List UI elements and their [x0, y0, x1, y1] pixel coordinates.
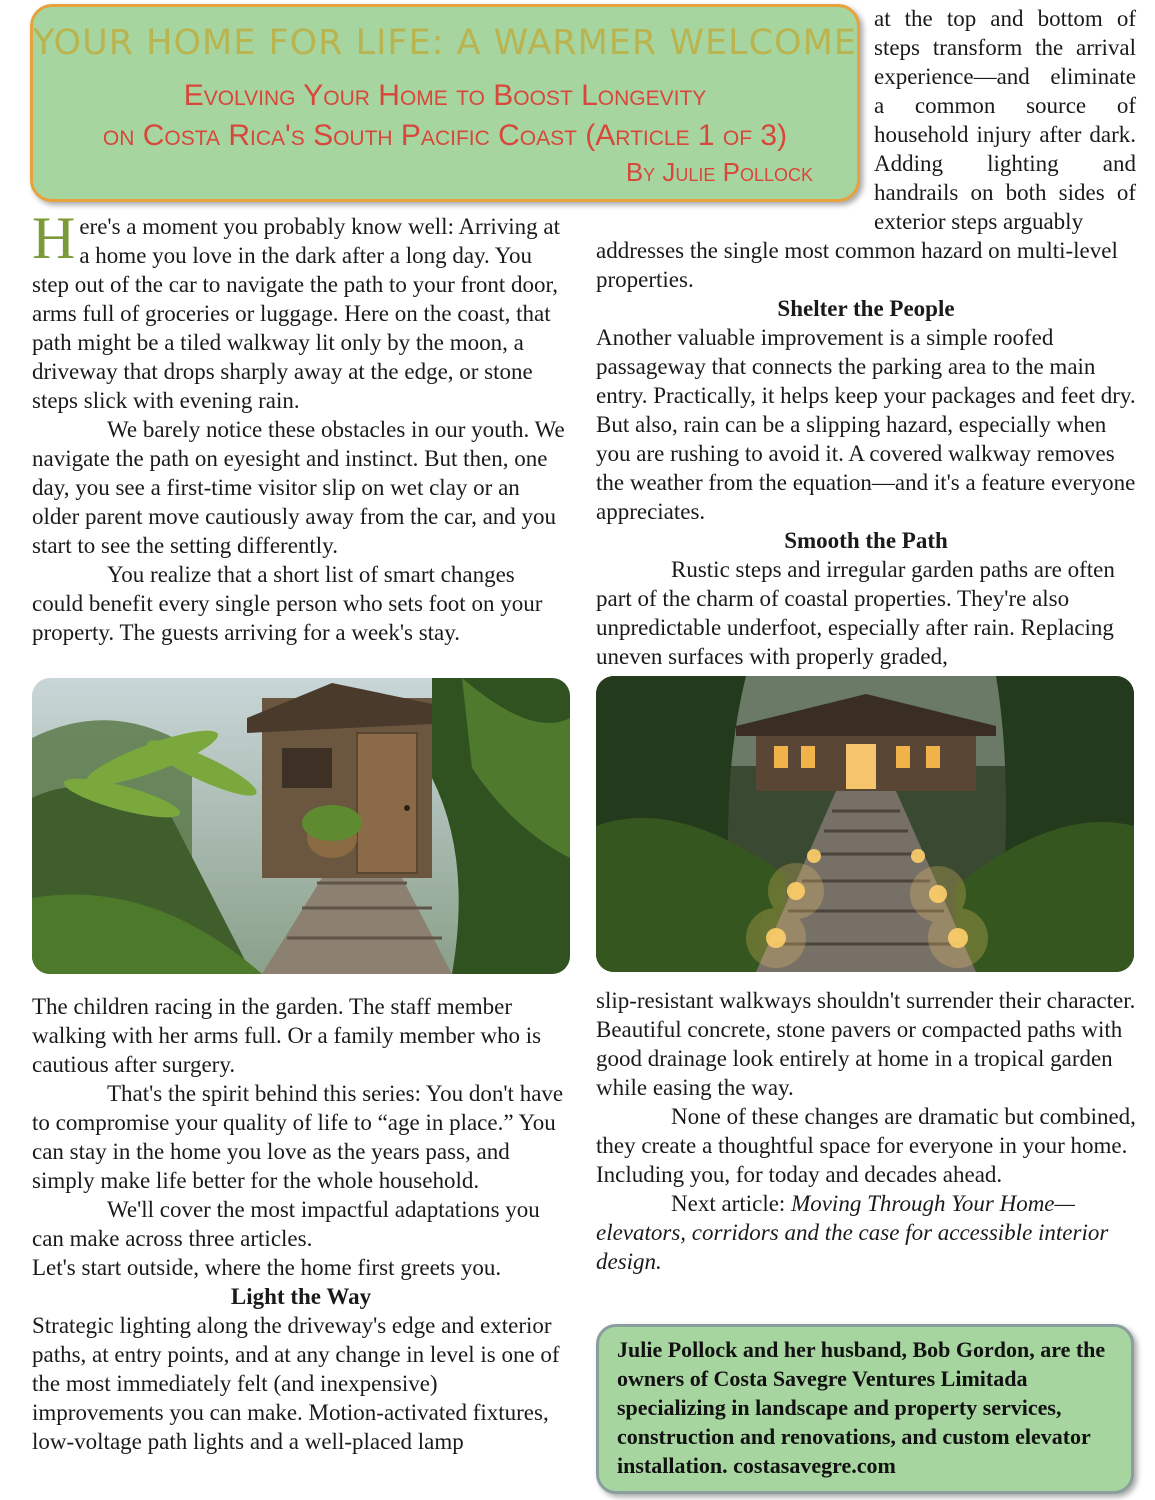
- right-column-bottom: [596, 986, 1136, 1276]
- drop-cap: H: [32, 205, 76, 271]
- byline: By Julie Pollock: [625, 157, 813, 187]
- forest-cabin-illustration: [32, 678, 570, 974]
- paragraph-lighting-end: addresses the single most common hazard on multi-level properties.: [596, 238, 1118, 292]
- paragraph-none-dramatic: None of these changes are dramatic but combined, they create a thoughtful space for everyone in your home. Including you, for today and decades ahead.: [596, 1104, 1136, 1187]
- right-column-top-narrow: [874, 4, 1136, 236]
- paragraph-intro: [32, 205, 570, 415]
- heading-light-the-way: Light the Way: [230, 1284, 372, 1309]
- paragraph-spirit: That's the spirit behind this series: You don't have to compromise your quality of life to “age in place.” You can stay in the home you love as the years pass, and simply make life better for the whole household.: [32, 1081, 564, 1193]
- paragraph-next-article: [596, 1189, 1136, 1276]
- article-title: YOUR HOME FOR LIFE: A WARMER WELCOME: [33, 23, 857, 63]
- paragraph-intro-text: ere's a moment you probably know well: Arriving at a home you love in the dark after a long day. You step out of the car to navigate the path to your front door, arms full of groceries or luggage. Here on the coast, that path might be a tiled walkway lit only by the moon, a driveway that drops sharply away at the edge, or stone steps slick with evening rain.: [32, 214, 560, 413]
- next-article-title: Moving Through Your Home—elevators, corridors and the case for accessible interior design.: [596, 1191, 1109, 1274]
- paragraph-smooth: Rustic steps and irregular garden paths are often part of the charm of coastal properties. They're also unpredictable underfoot, especially after rain. Replacing uneven surfaces with properly graded,: [596, 557, 1115, 669]
- heading-shelter-the-people: Shelter the People: [777, 296, 955, 321]
- author-bio: Julie Pollock and her husband, Bob Gordon, are the owners of Costa Savegre Ventures Limitada specializing in landscape and property services, construction and renovations, and custom elevator installation. costasavegre.com: [617, 1337, 1106, 1478]
- author-bio-box: [596, 1324, 1134, 1494]
- paragraph-shelter: Another valuable improvement is a simple roofed passageway that connects the parking area to the main entry. Practically, it helps keep your packages and feet dry. But also, rain can be a slipping hazard, especially when you are rushing to avoid it. A covered walkway removes the weather from the equation—and it's a feature everyone appreciates.: [596, 325, 1136, 524]
- paragraph-three-articles: We'll cover the most impactful adaptations you can make across three articles.: [32, 1197, 540, 1251]
- next-article-lead: Next article:: [671, 1191, 792, 1216]
- article-subtitle-line1: Evolving Your Home to Boost Longevity: [183, 79, 707, 112]
- paragraph-slip-resistant: slip-resistant walkways shouldn't surrender their character. Beautiful concrete, stone pavers or compacted paths with good drainage look entirely at home in a tropical garden while easing the way.: [596, 988, 1136, 1100]
- left-column-top: [32, 205, 570, 647]
- paragraph-lighting-continued: at the top and bottom of steps transform the arrival experience—and eliminate a common source of household injury after dark. Adding lighting and handrails on both sides of exterior steps arguably: [874, 6, 1136, 234]
- photo-lit-stone-steps: [596, 676, 1134, 972]
- article-subtitle-line2: on Costa Rica's South Pacific Coast (Article 1 of 3): [102, 119, 788, 152]
- lit-stone-steps-illustration: [596, 676, 1134, 972]
- paragraph-start-outside: Let's start outside, where the home first greets you.: [32, 1255, 502, 1280]
- left-column-bottom: [32, 992, 570, 1456]
- right-column-top: [596, 236, 1136, 671]
- paragraph-youth: We barely notice these obstacles in our youth. We navigate the path on eyesight and instinct. But then, one day, you see a first-time visitor slip on wet clay or an older parent move cautiously away from the car, and you start to see the setting differently.: [32, 417, 565, 558]
- paragraph-lighting: Strategic lighting along the driveway's edge and exterior paths, at entry points, and at any change in level is one of the most immediately felt (and inexpensive) improvements you can make. Motion-activated fixtures, low-voltage path lights and a well-placed lamp: [32, 1313, 560, 1454]
- paragraph-children: The children racing in the garden. The staff member walking with her arms full. Or a family member who is cautious after surgery.: [32, 994, 542, 1077]
- photo-forest-cabin: [32, 678, 570, 974]
- title-box: [30, 4, 860, 202]
- heading-smooth-the-path: Smooth the Path: [784, 528, 948, 553]
- paragraph-realize: You realize that a short list of smart changes could benefit every single person who sets foot on your property. The guests arriving for a week's stay.: [32, 562, 543, 645]
